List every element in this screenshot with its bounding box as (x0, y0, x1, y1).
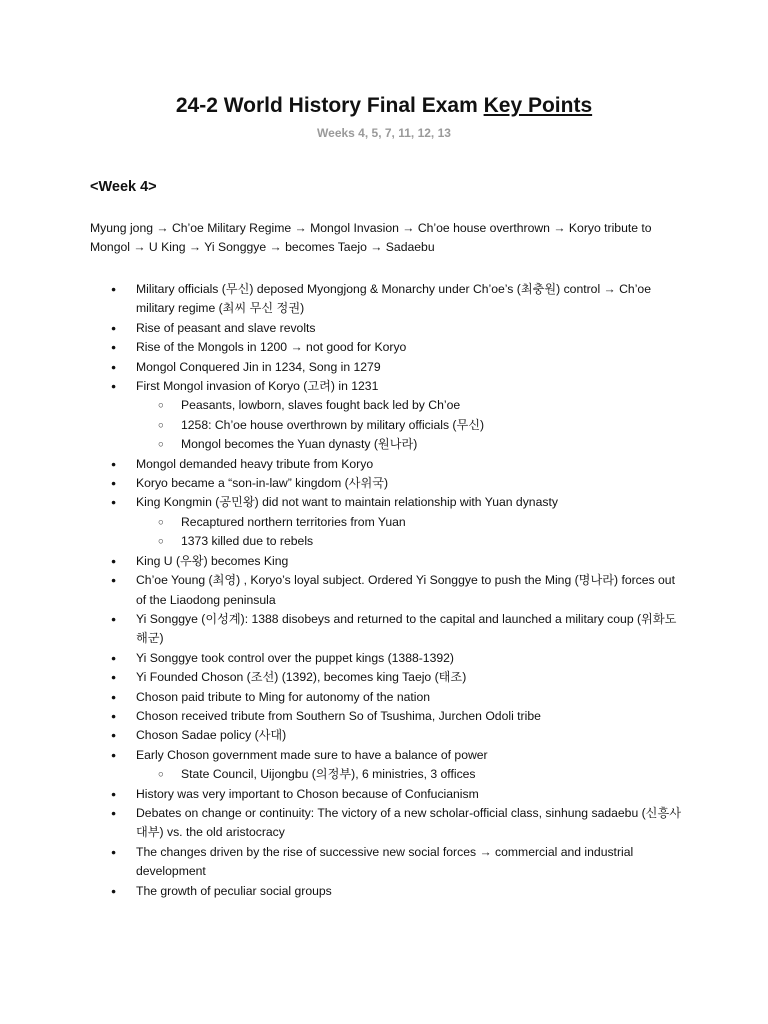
sub-list-item: ○ Mongol becomes the Yuan dynasty (원나라) (0, 435, 768, 454)
title-main: 24-2 World History Final Exam (175, 94, 478, 117)
list-item: ● Rise of peasant and slave revolts (0, 319, 768, 338)
list-item: ● Early Choson government made sure to have a balance of power (0, 746, 768, 765)
list-item: ● Yi Songgye (이성계): 1388 disobeys and returned to the capital and launched a military coup (위화도 해군) (0, 610, 768, 649)
list-item: ● Choson received tribute from Southern So of Tsushima, Jurchen Odoli tribe (0, 707, 768, 726)
list-item: ● King Kongmin (공민왕) did not want to maintain relationship with Yuan dynasty (0, 493, 768, 512)
list-item: ● Mongol demanded heavy tribute from Koryo (0, 455, 768, 474)
list-item: ● Rise of the Mongols in 1200 → not good for Koryo (0, 338, 768, 357)
page-title (0, 92, 768, 120)
list-item: ● Military officials (무신) deposed Myongjong & Monarchy under Ch’oe’s (최충원) control → Ch’oe military regime (최씨 무신 정권) (0, 280, 768, 319)
list-item: ● Mongol Conquered Jin in 1234, Song in 1279 (0, 358, 768, 377)
sub-list-item: ○ Recaptured northern territories from Yuan (0, 513, 768, 532)
list-item: ● First Mongol invasion of Koryo (고려) in 1231 (0, 377, 768, 396)
list-item: ● Yi Songgye took control over the puppet kings (1388-1392) (0, 649, 768, 668)
list-item: ● The changes driven by the rise of successive new social forces → commercial and industrial development (0, 843, 768, 882)
list-item: ● King U (우왕) becomes King (0, 552, 768, 571)
list-item: ● History was very important to Choson because of Confucianism (0, 785, 768, 804)
page-subtitle: Weeks 4, 5, 7, 11, 12, 13 (317, 126, 451, 140)
list-item: ● Koryo became a “son-in-law” kingdom (사위국) (0, 474, 768, 493)
list-item: ● Choson Sadae policy (사대) (0, 726, 768, 745)
title-underlined: Key Points (483, 94, 593, 117)
list-item: ● Yi Founded Choson (조선) (1392), becomes king Taejo (태조) (0, 668, 768, 687)
sub-list-item: ○ Peasants, lowborn, slaves fought back led by Ch’oe (0, 396, 768, 415)
week-heading: <Week 4> (90, 179, 157, 195)
sub-list-item: ○ State Council, Uijongbu (의정부), 6 ministries, 3 offices (0, 765, 768, 784)
list-item: ● Ch’oe Young (최영) , Koryo’s loyal subject. Ordered Yi Songgye to push the Ming (명나라) forces out of the Liaodong peninsula (0, 571, 768, 610)
bullet-list (0, 280, 768, 901)
sub-list-item: ○ 1373 killed due to rebels (0, 532, 768, 551)
list-item: ● Debates on change or continuity: The victory of a new scholar-official class, sinhung sadaebu (신흥사대부) vs. the old aristocracy (0, 804, 768, 843)
list-item: ● Choson paid tribute to Ming for autonomy of the nation (0, 688, 768, 707)
list-item: ● The growth of peculiar social groups (0, 882, 768, 901)
sub-list-item: ○ 1258: Ch’oe house overthrown by military officials (무신) (0, 416, 768, 435)
intro-paragraph: Myung jong → Ch’oe Military Regime → Mongol Invasion → Ch’oe house overthrown → Koryo tribute to Mongol → U King → Yi Songgye → becomes Taejo → Sadaebu (90, 221, 652, 255)
